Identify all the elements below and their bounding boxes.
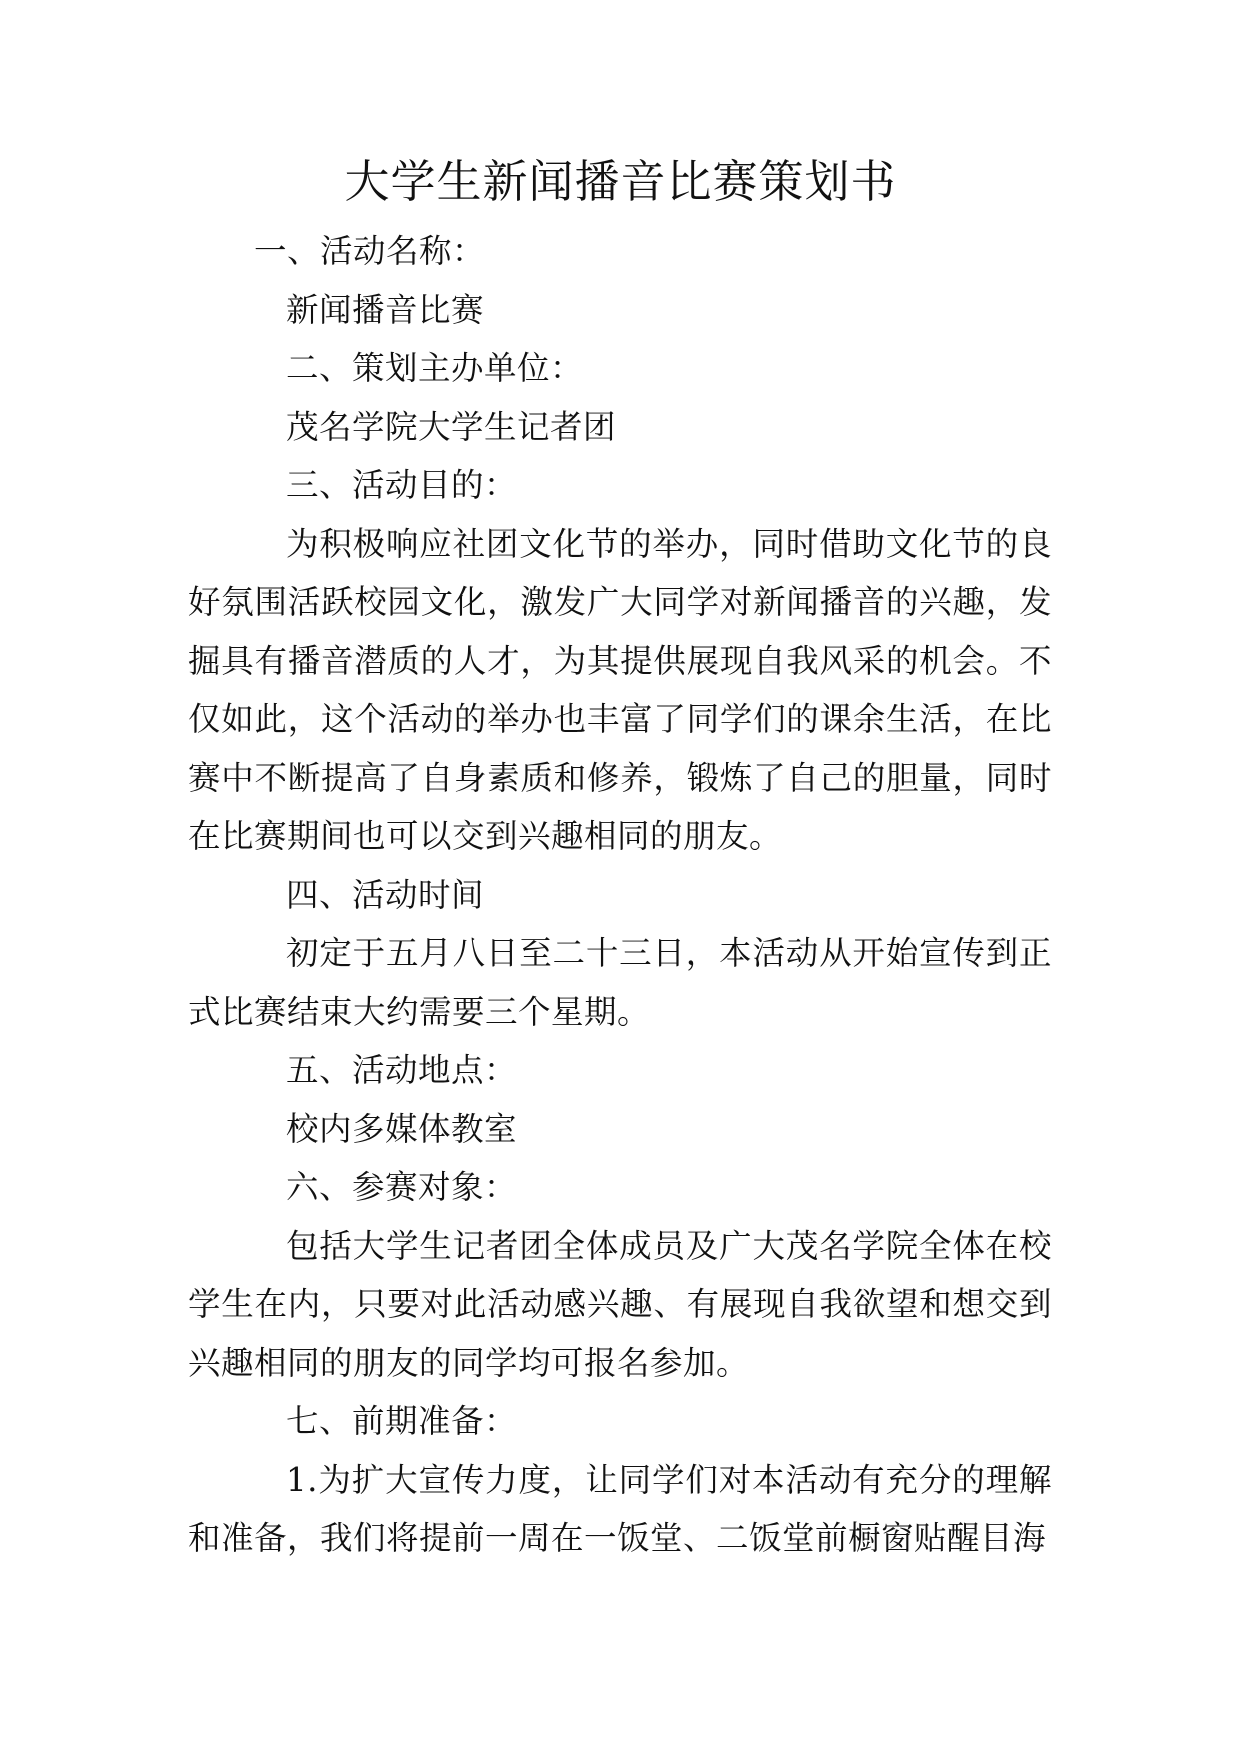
section-heading-preparation: 七、前期准备： [286, 1402, 518, 1440]
paragraph-activity-name: 新闻播音比赛 [286, 290, 485, 329]
paragraph-participants: 包括大学生记者团全体成员及广大茂名学院全体在校学生在内，只要对此活动感兴趣、有展现自我欲望和想交到兴趣相同的朋友的同学均可报名参加。 [188, 1226, 1052, 1382]
section-heading-organizer: 二、策划主办单位： [286, 349, 584, 387]
section-heading-location: 五、活动地点： [286, 1051, 518, 1089]
section-heading-purpose: 三、活动目的： [286, 466, 518, 504]
paragraph-location: 校内多媒体教室 [286, 1109, 518, 1148]
section-heading-activity-name: 一、活动名称： [254, 232, 486, 270]
section-heading-time: 四、活动时间 [286, 875, 485, 914]
document-body [188, 222, 1052, 1568]
paragraph-preparation-1: 1.为扩大宣传力度，让同学们对本活动有充分的理解和准备，我们将提前一周在一饭堂、二饭堂前橱窗贴醒目海 [188, 1460, 1052, 1557]
paragraph-time: 初定于五月八日至二十三日，本活动从开始宣传到正式比赛结束大约需要三个星期。 [188, 934, 1052, 1031]
paragraph-organizer: 茂名学院大学生记者团 [286, 407, 617, 446]
document-title: 大学生新闻播音比赛策划书 [344, 155, 897, 208]
section-heading-participants: 六、参赛对象： [286, 1168, 518, 1206]
paragraph-purpose: 为积极响应社团文化节的举办，同时借助文化节的良好氛围活跃校园文化，激发广大同学对新闻播音的兴趣，发掘具有播音潜质的人才，为其提供展现自我风采的机会。不仅如此，这个活动的举办也丰富了同学们的课余生活，在比赛中不断提高了自身素质和修养，锻炼了自己的胆量，同时在比赛期间也可以交到兴趣相同的朋友。 [188, 524, 1052, 855]
